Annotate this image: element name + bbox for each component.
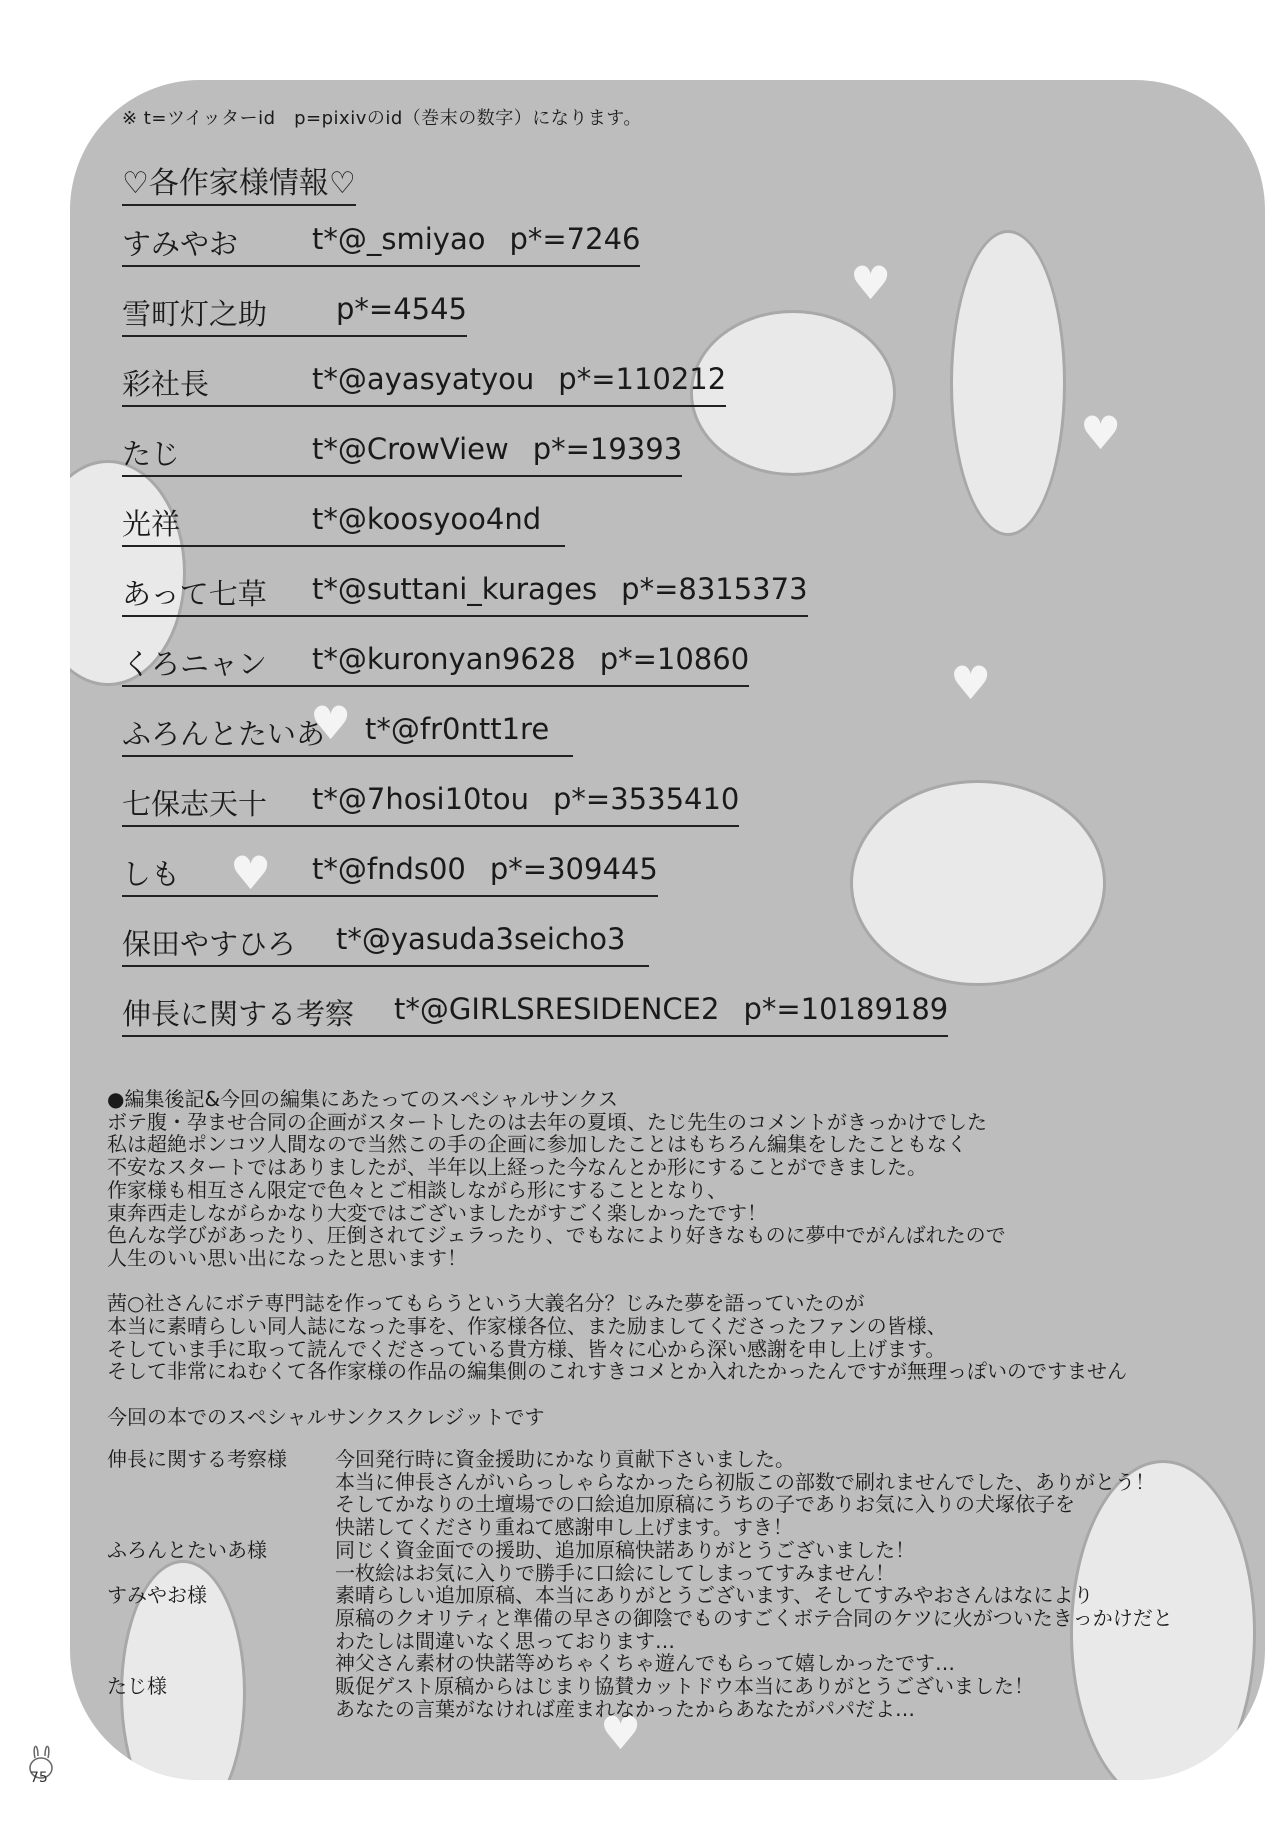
twitter-id: t*@fr0ntt1re	[365, 712, 550, 746]
pixiv-id: p*=3535410	[553, 782, 740, 816]
afterword-line: 茜○社さんにボテ専門誌を作ってもらうという大義名分？じみた夢を語っていたのが	[107, 1291, 865, 1316]
afterword-line: そしていま手に取って読んでくださっている貴方様、皆々に心から深い感謝を申し上げます。	[107, 1336, 946, 1361]
heart-icon: ♥	[1080, 406, 1122, 460]
afterword	[107, 1088, 1127, 1429]
credit-line: 一枚絵はお気に入りで勝手に口絵にしてしまってすみません！	[335, 1560, 895, 1585]
author-row	[122, 846, 948, 922]
author-list	[122, 222, 948, 1062]
afterword-heading: ●編集後記&今回の編集にあたってのスペシャルサンクス	[107, 1087, 619, 1111]
author-name: すみやお	[122, 227, 239, 261]
twitter-id: t*@koosyoo4nd	[312, 502, 542, 536]
pixiv-id: p*=309445	[489, 852, 658, 886]
credit-entry	[107, 1448, 1173, 1539]
page-number: 75	[30, 1770, 48, 1786]
credit-line: 同じく資金面での援助、追加原稿快諾ありがとうございました！	[335, 1537, 915, 1562]
twitter-id: t*@suttani_kurages	[312, 572, 598, 606]
author-name: しも	[122, 857, 181, 891]
pixiv-id: p*=4545	[336, 292, 468, 326]
otter-illustration	[950, 230, 1066, 536]
heart-icon: ♥	[310, 696, 352, 750]
heart-icon: ♥	[950, 656, 992, 710]
author-row	[122, 992, 948, 1062]
afterword-line: 人生のいい思い出になったと思います！	[107, 1245, 467, 1270]
credit-name: 伸長に関する考察様	[107, 1447, 287, 1471]
author-row	[122, 292, 948, 362]
twitter-id: t*@kuronyan9628	[312, 642, 576, 676]
credits-intro: 今回の本でのスペシャルサンクスクレジットです	[107, 1404, 545, 1429]
twitter-id: t*@yasuda3seicho3	[336, 922, 626, 956]
credit-entry	[107, 1675, 1173, 1720]
author-name: 光祥	[122, 507, 181, 541]
credit-entry	[107, 1539, 1173, 1584]
pixiv-id: p*=110212	[558, 362, 727, 396]
author-name: 彩社長	[122, 367, 210, 401]
pixiv-id: p*=7246	[509, 222, 641, 256]
author-name: 雪町灯之助	[122, 297, 268, 331]
twitter-id: t*@fnds00	[312, 852, 466, 886]
afterword-line: 私は超絶ポンコツ人間なので当然この手の企画に参加したことはもちろん編集をしたこともなく	[107, 1132, 967, 1157]
afterword-line: 作家様も相互さん限定で色々とご相談しながら形にすることとなり、	[107, 1177, 727, 1202]
credit-name: たじ様	[107, 1674, 167, 1699]
author-name: 保田やすひろ	[122, 927, 297, 961]
author-name: くろニャン	[122, 647, 268, 681]
credit-name: ふろんとたいあ様	[107, 1537, 267, 1562]
credit-line: 本当に伸長さんがいらっしゃらなかったら初版この部数で刷れませんでした、ありがとう！	[335, 1469, 1155, 1494]
credit-entry	[107, 1584, 1173, 1675]
credit-line: 快諾してくださり重ねて感謝申し上げます。すき！	[335, 1515, 793, 1540]
author-row	[122, 222, 948, 292]
author-name: あって七草	[122, 577, 267, 611]
author-row	[122, 922, 948, 992]
afterword-line: ボテ腹・孕ませ合同の企画がスタートしたのは去年の夏頃、たじ先生のコメントがきっかけでした	[107, 1109, 987, 1134]
credit-line: 素晴らしい追加原稿、本当にありがとうございます、そしてすみやおさんはなにより	[335, 1583, 1094, 1608]
twitter-id: t*@GIRLSRESIDENCE2	[394, 992, 720, 1026]
pixiv-id: p*=19393	[532, 432, 683, 466]
afterword-line: 不安なスタートではありましたが、半年以上経った今なんとか形にすることができました。	[107, 1155, 927, 1180]
credit-name: すみやお様	[107, 1583, 207, 1608]
author-name: 伸長に関する考察	[122, 997, 355, 1031]
pixiv-id: p*=8315373	[621, 572, 808, 606]
heart-icon: ♥	[230, 846, 272, 900]
credit-line: 原稿のクオリティと準備の早さの御陰でものすごくボテ合同のケツに火がついたきっかけだと	[335, 1605, 1173, 1630]
author-row	[122, 712, 948, 782]
credit-line: わたしは間違いなく思っております…	[335, 1628, 675, 1653]
afterword-line: 色んな学びがあったり、圧倒されてジェラったり、でもなにより好きなものに夢中でがんばれたので	[107, 1223, 1006, 1248]
author-row	[122, 502, 948, 572]
heart-icon: ♥	[850, 256, 892, 310]
pixiv-id: p*=10860	[599, 642, 750, 676]
author-name: たじ	[122, 437, 181, 471]
afterword-line: そして非常にねむくて各作家様の作品の編集側のこれすきコメとか入れたかったんですが無理っぽいのですません	[107, 1359, 1127, 1384]
afterword-line: 本当に素晴らしい同人誌になった事を、作家様各位、また励ましてくださったファンの皆様、	[107, 1314, 947, 1339]
credit-line: 神父さん素材の快諾等めちゃくちゃ遊んでもらって嬉しかったです…	[335, 1651, 955, 1676]
twitter-id: t*@CrowView	[312, 432, 509, 466]
twitter-id: t*@_smiyao	[312, 222, 486, 256]
credit-line: 今回発行時に資金援助にかなり貢献下さいました。	[335, 1447, 795, 1471]
author-row	[122, 782, 948, 852]
author-row	[122, 642, 948, 712]
credit-line: そしてかなりの土壇場での口絵追加原稿にうちの子でありお気に入りの犬塚依子を	[335, 1492, 1075, 1517]
author-row	[122, 432, 948, 502]
author-name: ふろんとたいあ	[122, 717, 326, 751]
id-legend-note: ※ t=ツイッターid p=pixivのid（巻末の数字）になります。	[122, 108, 642, 129]
author-row	[122, 362, 948, 432]
pixiv-id: p*=10189189	[743, 992, 949, 1026]
twitter-id: t*@ayasyatyou	[312, 362, 535, 396]
twitter-id: t*@7hosi10tou	[312, 782, 530, 816]
afterword-line: 東奔西走しながらかなり大変ではございましたがすごく楽しかったです！	[107, 1200, 767, 1225]
special-thanks-credits	[107, 1448, 1173, 1720]
authors-title: ♡各作家様情報♡	[122, 158, 356, 206]
heart-icon: ♥	[600, 1706, 642, 1760]
author-row	[122, 572, 948, 642]
author-name: 七保志天十	[122, 787, 268, 821]
credit-line: 販促ゲスト原稿からはじまり協賛カットドウ本当にありがとうございました！	[335, 1674, 1034, 1699]
credit-line: あなたの言葉がなければ産まれなかったからあなたがパパだよ…	[335, 1696, 915, 1721]
